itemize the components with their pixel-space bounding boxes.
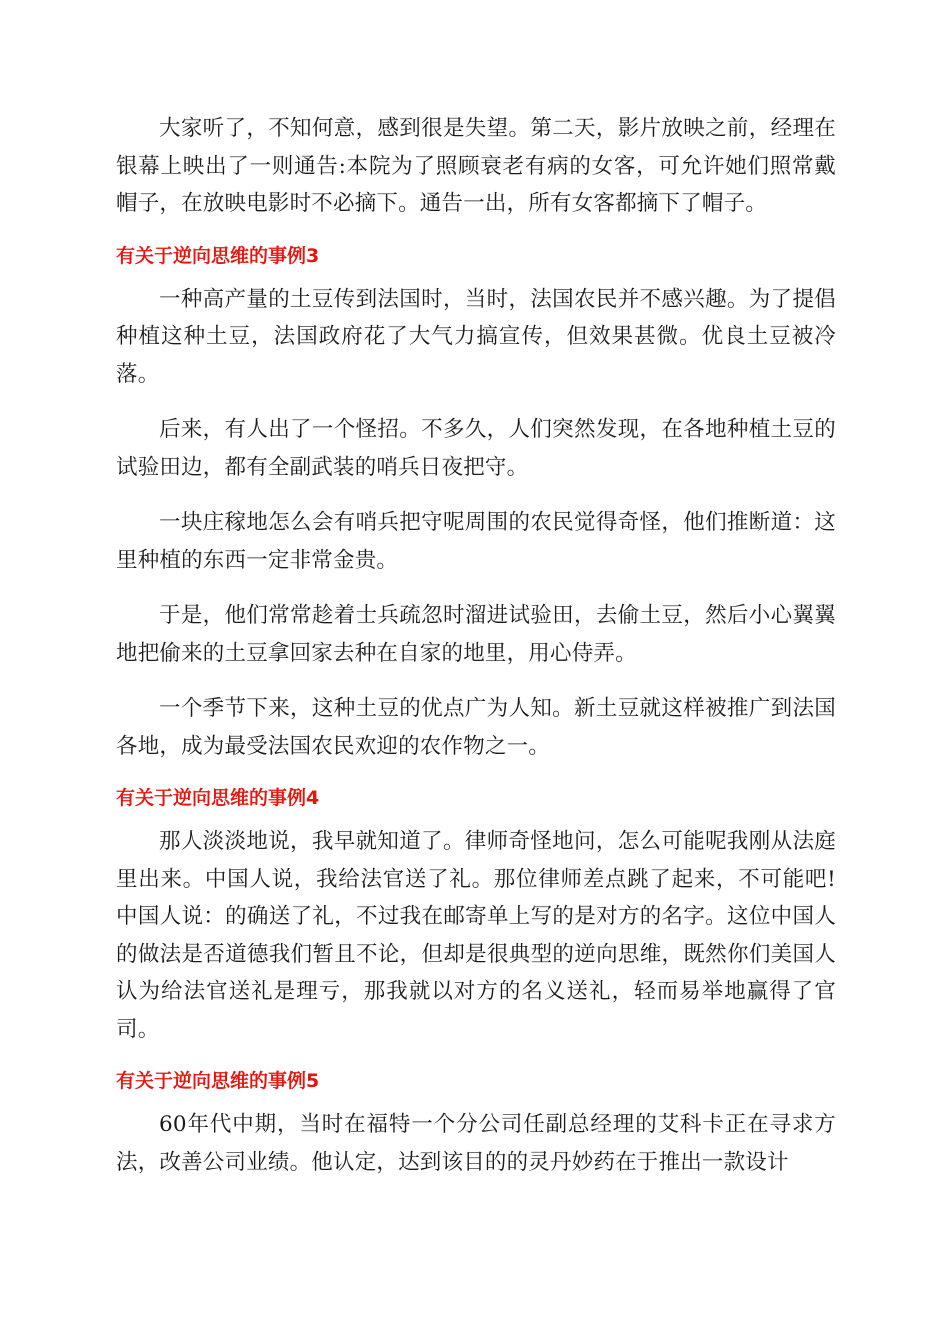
document-body	[116, 110, 836, 1199]
paragraph: 于是，他们常常趁着士兵疏忽时溜进试验田，去偷土豆，然后小心翼翼地把偷来的土豆拿回家去种在自家的地里，用心侍弄。	[116, 603, 836, 666]
paragraph: 大家听了，不知何意，感到很是失望。第二天，影片放映之前，经理在银幕上映出了一则通告:本院为了照顾衰老有病的女客，可允许她们照常戴帽子，在放映电影时不必摘下。通告一出，所有女客都摘下了帽子。	[116, 116, 836, 216]
section-heading-5: 有关于逆向思维的事例5	[116, 1070, 320, 1092]
paragraph: 60年代中期，当时在福特一个分公司任副总经理的艾科卡正在寻求方法，改善公司业绩。他认定，达到该目的的灵丹妙药在于推出一款设计	[116, 1112, 836, 1175]
paragraph: 一个季节下来，这种土豆的优点广为人知。新土豆就这样被推广到法国各地，成为最受法国农民欢迎的农作物之一。	[116, 696, 836, 759]
section-heading-4: 有关于逆向思维的事例4	[116, 787, 320, 809]
paragraph: 那人淡淡地说，我早就知道了。律师奇怪地问，怎么可能呢我刚从法庭里出来。中国人说，我给法官送了礼。那位律师差点跳了起来，不可能吧!中国人说：的确送了礼，不过我在邮寄单上写的是对方的名字。这位中国人的做法是否道德我们暂且不论，但却是很典型的逆向思维，既然你们美国人认为给法官送礼是理亏，那我就以对方的名义送礼，轻而易举地赢得了官司。	[116, 829, 836, 1042]
section-heading-3: 有关于逆向思维的事例3	[116, 244, 320, 267]
paragraph: 后来，有人出了一个怪招。不多久，人们突然发现，在各地种植土豆的试验田边，都有全副武装的哨兵日夜把守。	[116, 417, 836, 480]
paragraph: 一块庄稼地怎么会有哨兵把守呢周围的农民觉得奇怪，他们推断道：这里种植的东西一定非常金贵。	[116, 510, 836, 573]
paragraph: 一种高产量的土豆传到法国时，当时，法国农民并不感兴趣。为了提倡种植这种土豆，法国政府花了大气力搞宣传，但效果甚微。优良土豆被冷落。	[116, 286, 836, 387]
